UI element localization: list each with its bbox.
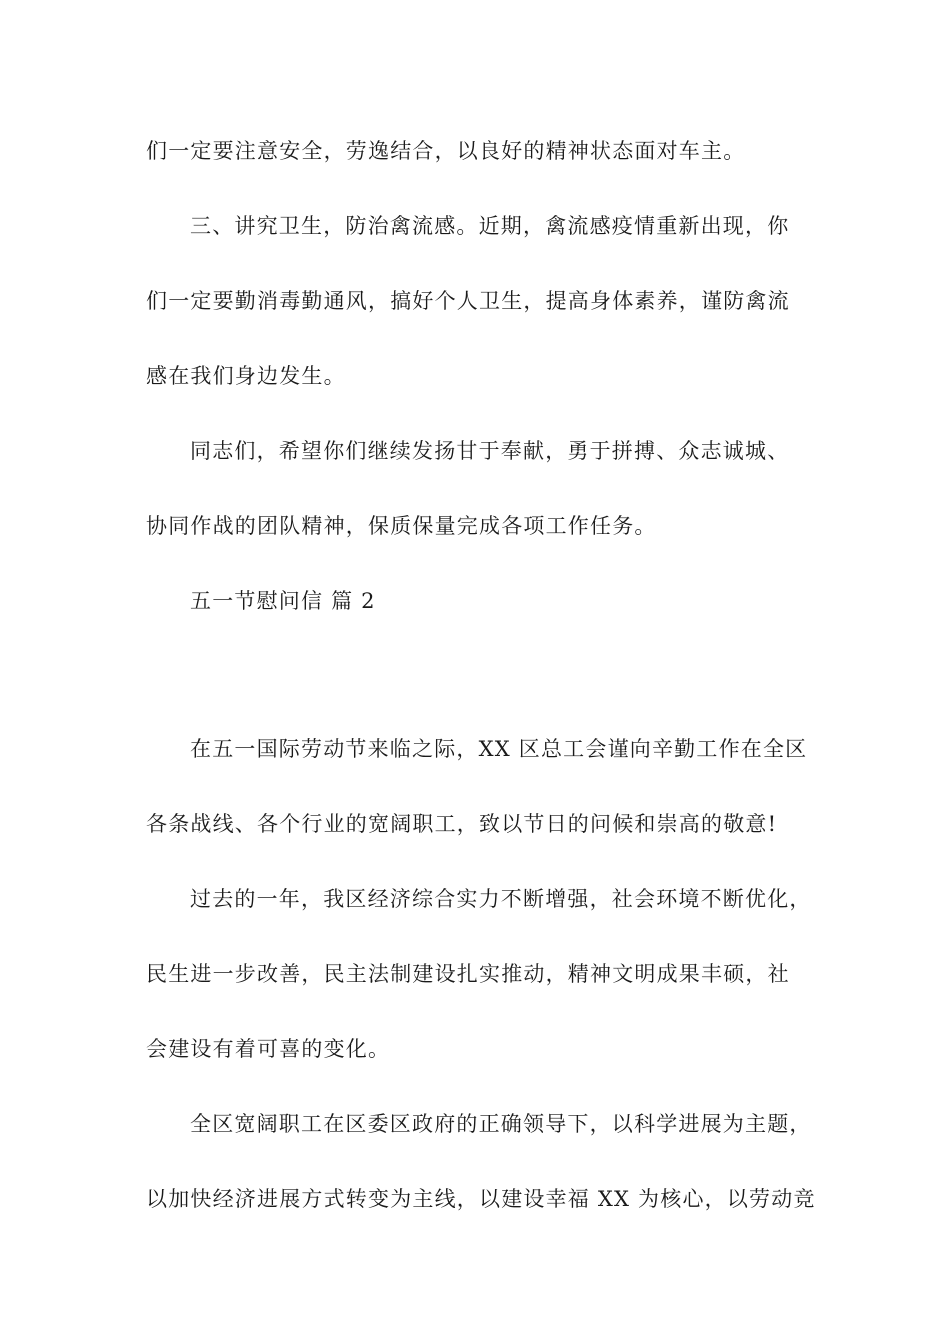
text-line: 们一定要注意安全，劳逸结合，以良好的精神状态面对车主。 [146, 139, 746, 163]
paragraph-start: 同志们，希望你们继续发扬甘于奉献，勇于拼搏、众志诚城、 [190, 439, 790, 463]
paragraph-start: 在五一国际劳动节来临之际，XX 区总工会谨向辛勤工作在全区 [190, 737, 808, 761]
text-line: 会建设有着可喜的变化。 [146, 1037, 391, 1061]
paragraph-start: 过去的一年，我区经济综合实力不断增强，社会环境不断优化， [190, 887, 812, 911]
paragraph-start: 全区宽阔职工在区委区政府的正确领导下，以科学进展为主题， [190, 1112, 812, 1136]
text-line: 们一定要勤消毒勤通风，搞好个人卫生，提高身体素养，谨防禽流 [146, 289, 790, 313]
text-line: 各条战线、各个行业的宽阔职工，致以节日的问候和崇高的敬意! [146, 812, 778, 836]
text-line: 以加快经济进展方式转变为主线，以建设幸福 XX 为核心，以劳动竞 [146, 1187, 816, 1211]
text-line: 感在我们身边发生。 [146, 364, 346, 388]
section-title: 五一节慰问信 篇 2 [190, 589, 376, 613]
text-line: 民生进一步改善，民主法制建设扎实推动，精神文明成果丰硕，社 [146, 962, 790, 986]
section-heading-paragraph: 三、讲究卫生，防治禽流感。近期，禽流感疫情重新出现，你 [190, 214, 790, 238]
text-line: 协同作战的团队精神，保质保量完成各项工作任务。 [146, 514, 657, 538]
